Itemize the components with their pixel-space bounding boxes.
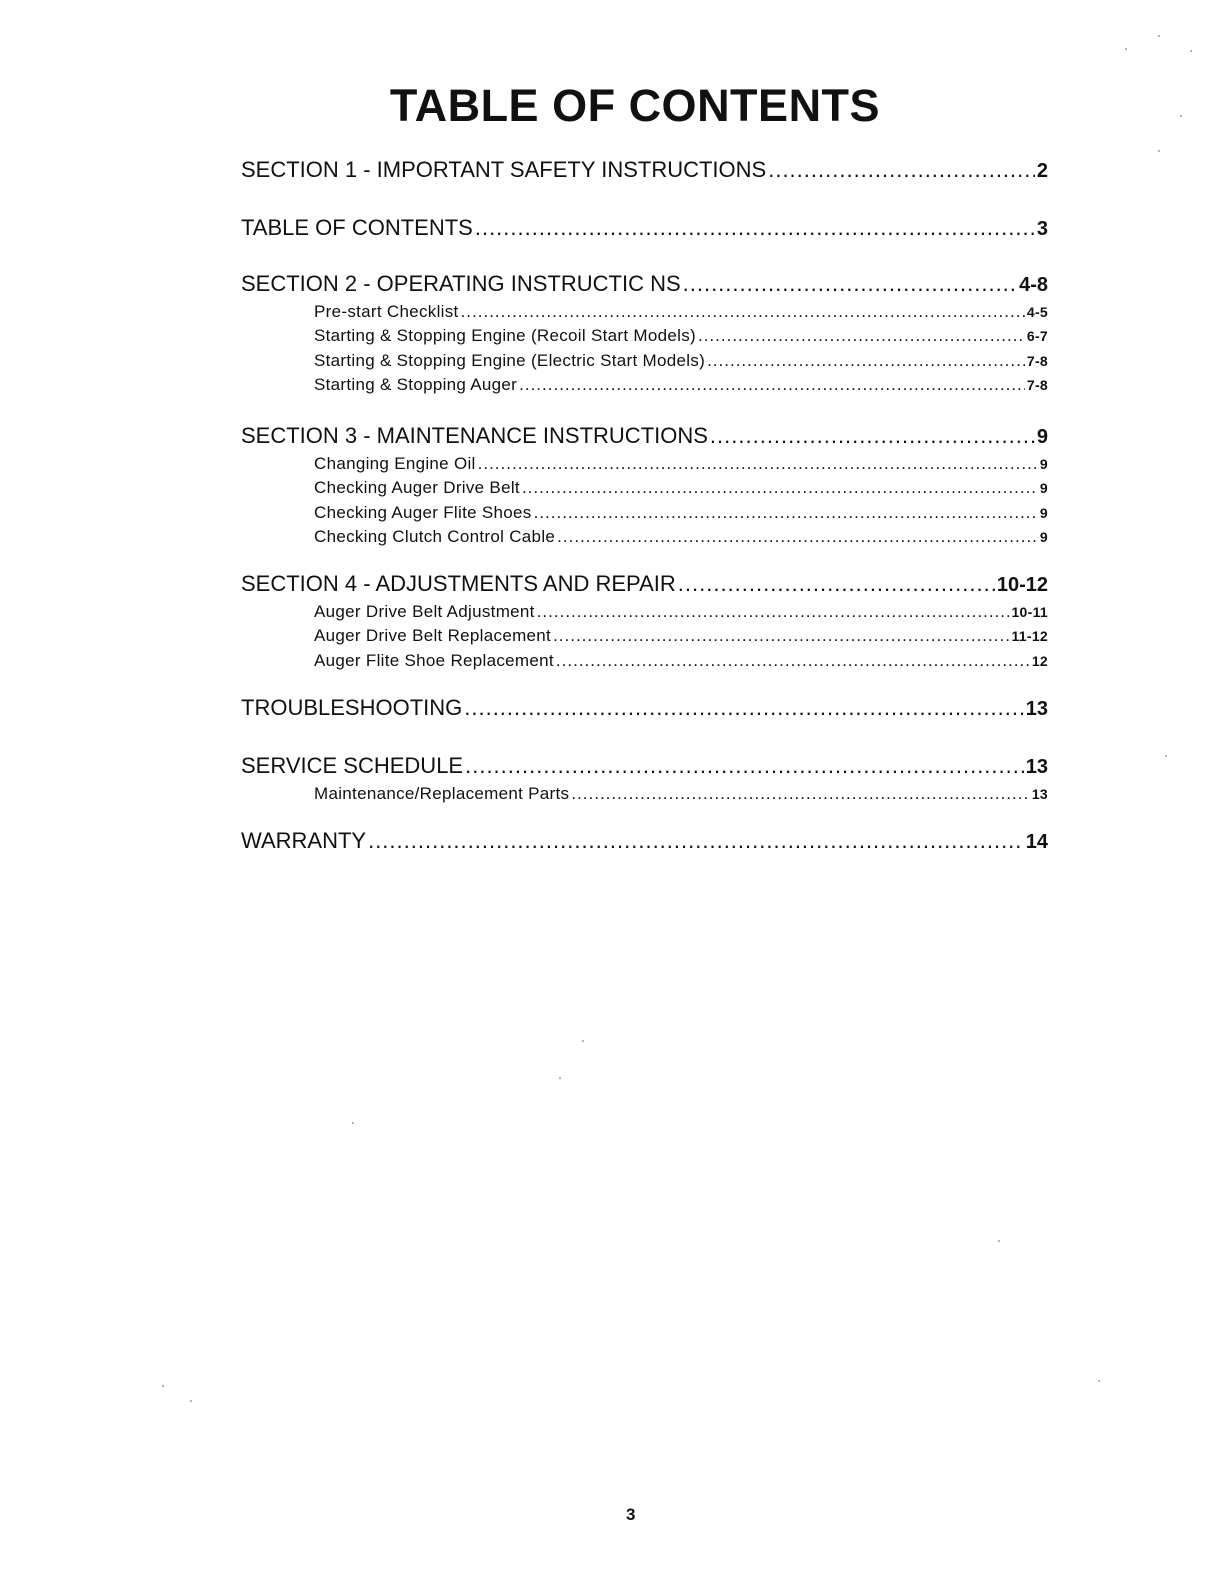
toc-subentry[interactable] (314, 349, 1048, 373)
toc-subentry-page: 9 (1039, 456, 1048, 472)
toc-entry-page: 13 (1025, 756, 1048, 778)
scan-speck (1098, 1380, 1100, 1382)
toc-subentry[interactable] (314, 501, 1048, 525)
scan-speck (1125, 48, 1127, 50)
toc-subentry[interactable] (314, 525, 1048, 549)
toc-subentry[interactable] (314, 649, 1048, 673)
toc-entry-label: SECTION 3 - MAINTENANCE INSTRUCTIONS (241, 423, 708, 448)
toc-subentry[interactable] (314, 373, 1048, 397)
toc-subentry-label: Auger Flite Shoe Replacement (314, 650, 554, 670)
toc-entry[interactable] (241, 212, 1048, 244)
toc-entry[interactable] (241, 750, 1048, 782)
toc-subentry[interactable] (314, 476, 1048, 500)
toc-entry-page: 3 (1036, 218, 1048, 240)
scan-speck (998, 1240, 1000, 1242)
toc-subentry[interactable] (314, 452, 1048, 476)
toc-entry-page: 10-12 (996, 574, 1048, 596)
toc-subentry-label: Pre-start Checklist (314, 302, 459, 321)
toc-subentry-page: 11-12 (1011, 628, 1048, 645)
toc-section-2 (241, 268, 1048, 397)
dot-leader (553, 624, 1009, 648)
toc-section-3 (241, 420, 1048, 549)
toc-entry-label: SECTION 1 - IMPORTANT SAFETY INSTRUCTIONS (241, 157, 767, 182)
dot-leader (519, 373, 1025, 397)
toc-entry-label: TROUBLESHOOTING (241, 695, 463, 720)
scan-speck (352, 1122, 354, 1124)
toc-entry-page: 9 (1036, 426, 1048, 448)
toc-subentry[interactable] (314, 782, 1048, 806)
toc-entry-page: 2 (1036, 160, 1048, 182)
dot-leader (537, 600, 1010, 624)
toc-subentry-page: 7-8 (1026, 376, 1048, 393)
dot-leader (465, 750, 1024, 782)
toc-entry[interactable] (241, 825, 1048, 857)
toc-subentry-label: Starting & Stopping Engine (Recoil Start Models) (314, 326, 696, 346)
toc-entry[interactable] (241, 568, 1048, 600)
dot-leader (461, 300, 1025, 324)
toc-entry[interactable] (241, 692, 1048, 724)
scan-speck (190, 1400, 192, 1402)
toc-subentry-label: Changing Engine Oil (314, 454, 476, 473)
toc-subentry-page: 12 (1031, 652, 1048, 669)
toc-entry[interactable] (241, 154, 1048, 186)
scan-speck (1190, 50, 1192, 52)
scan-speck (582, 1040, 584, 1042)
dot-leader (556, 649, 1030, 673)
dot-leader (678, 568, 995, 600)
toc-subentry-label: Checking Auger Drive Belt (314, 478, 520, 498)
toc-entry-label: SECTION 2 - OPERATING INSTRUCTIC NS (241, 271, 681, 296)
toc-entry-page: 13 (1025, 698, 1048, 720)
toc-subentry-page: 6-7 (1026, 328, 1048, 345)
toc-subentry-label: Auger Drive Belt Adjustment (314, 602, 535, 621)
toc-subentry-page: 9 (1039, 528, 1048, 545)
toc-subentry-label: Starting & Stopping Auger (314, 374, 518, 394)
dot-leader (768, 154, 1035, 186)
toc-entry[interactable] (241, 420, 1048, 452)
dot-leader (683, 268, 1017, 300)
dot-leader (464, 692, 1024, 724)
toc-entry-label: TABLE OF CONTENTS (241, 215, 473, 240)
toc-subentry[interactable] (314, 600, 1048, 624)
toc-subentry[interactable] (314, 324, 1048, 348)
toc-entry-label: SECTION 4 - ADJUSTMENTS AND REPAIR (241, 571, 676, 596)
page-title: TABLE OF CONTENTS (389, 80, 881, 131)
toc-entry-page: 14 (1025, 831, 1048, 853)
toc-table-of-contents (241, 212, 1048, 244)
toc-subentry[interactable] (314, 300, 1048, 324)
toc-entry-label: SERVICE SCHEDULE (241, 753, 464, 778)
dot-leader (534, 501, 1038, 525)
scan-speck (559, 1077, 561, 1079)
scan-speck (1158, 35, 1160, 37)
dot-leader (522, 476, 1038, 500)
toc-subentry-label: Checking Clutch Control Cable (314, 526, 556, 546)
scan-speck (1165, 755, 1167, 757)
page-number: 3 (626, 1505, 636, 1524)
toc-subentry-label: Checking Auger Flite Shoes (314, 502, 532, 522)
scan-speck (162, 1385, 164, 1387)
toc-entry-label: WARRANTY (241, 828, 367, 853)
dot-leader (707, 349, 1025, 373)
toc-subentry-page: 10-11 (1011, 604, 1048, 620)
toc-subentry[interactable] (314, 624, 1048, 648)
toc-subentry-page: 7-8 (1026, 352, 1048, 369)
toc-section-1 (241, 154, 1048, 186)
dot-leader (698, 324, 1025, 348)
toc-troubleshooting (241, 692, 1048, 724)
toc-subentry-page: 4-5 (1026, 304, 1048, 320)
toc-subentry-page: 9 (1039, 504, 1048, 521)
toc-subentry-label: Auger Drive Belt Replacement (314, 626, 552, 646)
dot-leader (557, 525, 1038, 549)
toc-section-4 (241, 568, 1048, 673)
toc-warranty (241, 825, 1048, 857)
dot-leader (710, 420, 1035, 452)
scan-speck (1158, 150, 1160, 152)
dot-leader (571, 782, 1029, 806)
toc-entry[interactable] (241, 268, 1048, 300)
dot-leader (478, 452, 1038, 476)
toc-subentry-page: 9 (1039, 480, 1048, 497)
toc-service-schedule (241, 750, 1048, 806)
toc-entry-page: 4-8 (1019, 274, 1048, 296)
scan-speck (1180, 115, 1182, 117)
dot-leader (368, 825, 1024, 857)
toc-subentry-label: Maintenance/Replacement Parts (314, 784, 570, 803)
dot-leader (475, 212, 1035, 244)
toc-subentry-page: 13 (1031, 786, 1048, 802)
toc-subentry-label: Starting & Stopping Engine (Electric Start Models) (314, 350, 706, 370)
